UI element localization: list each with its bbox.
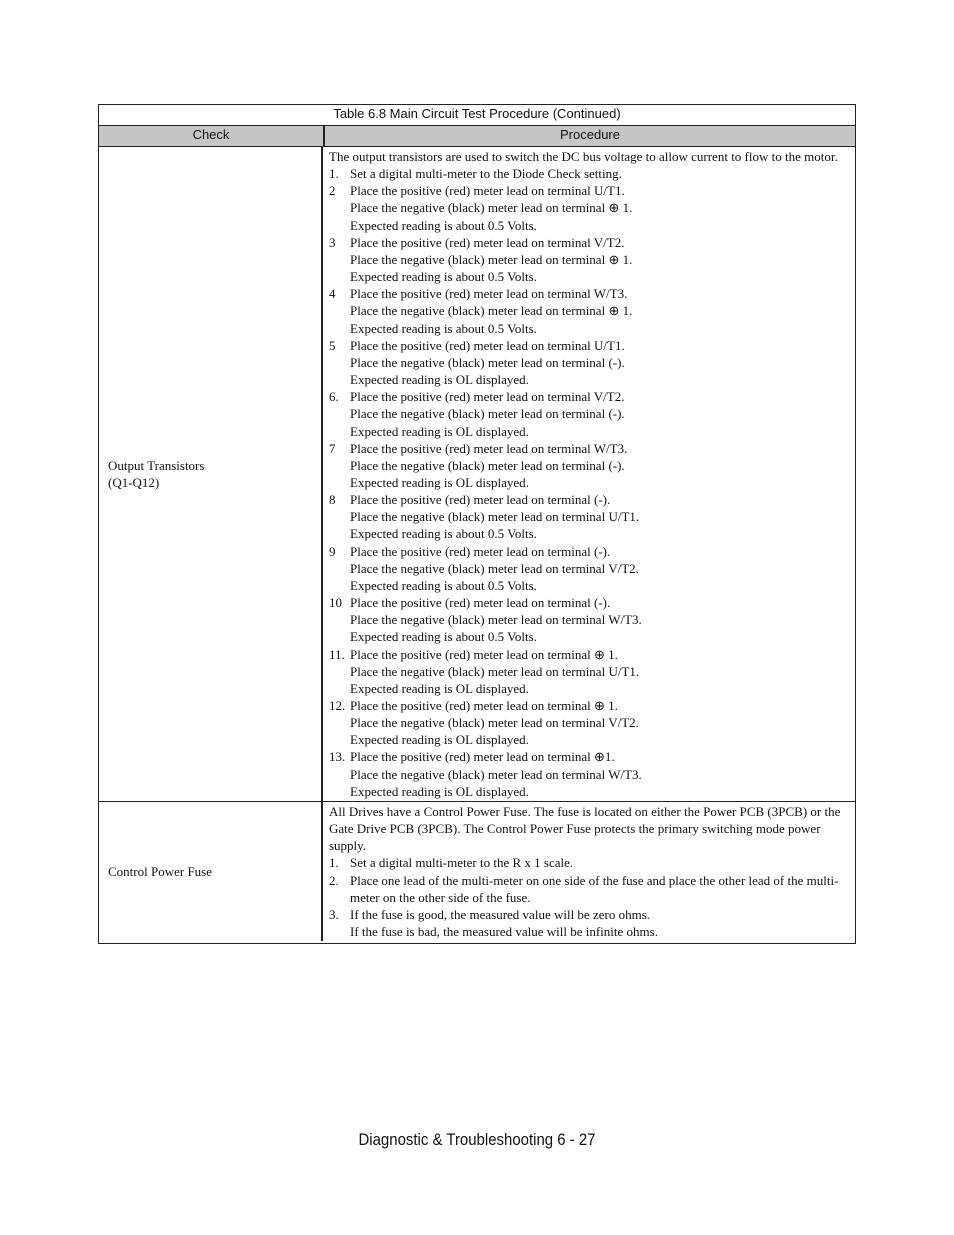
step-line: Expected reading is OL displayed. — [350, 474, 529, 490]
step-line: Place the positive (red) meter lead on terminal ⊕ 1. — [350, 698, 618, 713]
step-line: Place the negative (black) meter lead on terminal ⊕ 1. — [350, 303, 633, 319]
step-number: 6. — [329, 389, 339, 405]
step-number: 13. — [329, 749, 346, 765]
step-line: Expected reading is OL displayed. — [350, 732, 529, 748]
check-label: Control Power Fuse — [108, 864, 212, 880]
table-caption: Table 6.8 Main Circuit Test Procedure (Continued) — [99, 105, 855, 126]
check-sublabel: (Q1-Q12) — [108, 474, 160, 490]
step-line: Place the positive (red) meter lead on terminal (-). — [350, 543, 611, 559]
step-number: 2 — [329, 183, 336, 199]
procedure-step — [329, 543, 847, 594]
step-number: 12. — [329, 698, 346, 713]
procedure-cell — [323, 147, 855, 801]
step-line: Place the negative (black) meter lead on terminal W/T3. — [350, 612, 642, 628]
check-cell — [99, 802, 323, 941]
step-line: Set a digital multi-meter to the Diode Check setting. — [350, 166, 622, 182]
step-line: Expected reading is about 0.5 Volts. — [350, 629, 537, 645]
step-number: 10 — [329, 595, 342, 611]
step-number: 7 — [329, 440, 336, 456]
step-line: Expected reading is OL displayed. — [350, 372, 529, 388]
step-number: 3. — [329, 906, 339, 922]
procedure-cell — [323, 802, 855, 941]
page-footer: Diagnostic & Troubleshooting 6 - 27 — [358, 1130, 596, 1149]
step-number: 11. — [329, 646, 345, 662]
step-line: Expected reading is about 0.5 Volts. — [350, 217, 537, 233]
step-line: If the fuse is bad, the measured value will be infinite ohms. — [350, 924, 658, 940]
procedure-step — [329, 854, 847, 871]
step-line: Place the positive (red) meter lead on terminal ⊕ 1. — [350, 646, 618, 662]
procedure-intro: All Drives have a Control Power Fuse. The fuse is located on either the Power PCB (3PCB) or the Gate Drive PCB (3PCB). The Control Power Fuse protects the primary switching mode power supply. — [329, 803, 841, 854]
step-number: 1. — [329, 855, 339, 871]
step-line: Place the positive (red) meter lead on terminal (-). — [350, 492, 611, 508]
step-line: Place the positive (red) meter lead on terminal V/T2. — [350, 389, 625, 405]
step-line: Place the negative (black) meter lead on terminal (-). — [350, 406, 625, 422]
procedure-table — [98, 104, 856, 944]
table-row-output-transistors — [99, 147, 855, 802]
procedure-step — [329, 748, 847, 799]
step-number: 1. — [329, 166, 339, 182]
procedure-step — [329, 906, 847, 940]
step-line: Place the positive (red) meter lead on terminal (-). — [350, 595, 611, 611]
step-line: Place the negative (black) meter lead on terminal U/T1. — [350, 663, 640, 679]
step-line: Place one lead of the multi-meter on one side of the fuse and place the other lead of the multi-meter on the other side of the fuse. — [350, 872, 839, 905]
step-number: 9 — [329, 543, 336, 559]
procedure-step — [329, 872, 847, 906]
step-line: Expected reading is about 0.5 Volts. — [350, 320, 537, 336]
procedure-step — [329, 594, 847, 645]
step-line: Set a digital multi-meter to the R x 1 scale. — [350, 855, 574, 871]
procedure-step — [329, 234, 847, 285]
procedure-step — [329, 440, 847, 491]
step-line: Place the negative (black) meter lead on terminal W/T3. — [350, 766, 642, 782]
procedure-step — [329, 697, 847, 748]
step-number: 4 — [329, 286, 336, 302]
step-line: Place the negative (black) meter lead on terminal ⊕ 1. — [350, 251, 633, 267]
step-number: 2. — [329, 872, 339, 888]
header-procedure: Procedure — [560, 127, 620, 142]
step-line: Place the positive (red) meter lead on terminal U/T1. — [350, 337, 625, 353]
step-line: Expected reading is OL displayed. — [350, 783, 529, 799]
step-line: Expected reading is about 0.5 Volts. — [350, 526, 537, 542]
step-line: Expected reading is OL displayed. — [350, 680, 529, 696]
step-line: Expected reading is about 0.5 Volts. — [350, 269, 537, 285]
step-line: Place the negative (black) meter lead on terminal ⊕ 1. — [350, 200, 633, 216]
step-line: Expected reading is OL displayed. — [350, 423, 529, 439]
header-check: Check — [99, 126, 325, 146]
step-line: Place the negative (black) meter lead on terminal U/T1. — [350, 509, 640, 525]
step-line: Place the positive (red) meter lead on terminal U/T1. — [350, 183, 625, 199]
step-line: Place the positive (red) meter lead on terminal W/T3. — [350, 286, 628, 302]
step-number: 3 — [329, 234, 336, 250]
table-row-control-power-fuse — [99, 802, 855, 943]
step-line: If the fuse is good, the measured value will be zero ohms. — [350, 906, 650, 922]
step-line: Place the negative (black) meter lead on terminal (-). — [350, 457, 625, 473]
step-number: 5 — [329, 337, 336, 353]
table-header — [99, 126, 855, 147]
procedure-intro: The output transistors are used to switch the DC bus voltage to allow current to flow to the motor. — [329, 149, 838, 164]
procedure-step — [329, 388, 847, 439]
procedure-step — [329, 285, 847, 336]
step-line: Place the positive (red) meter lead on terminal ⊕1. — [350, 749, 615, 765]
procedure-step — [329, 646, 847, 697]
step-number: 8 — [329, 492, 336, 508]
step-line: Place the negative (black) meter lead on terminal V/T2. — [350, 560, 639, 576]
check-cell — [99, 147, 323, 801]
step-line: Place the negative (black) meter lead on terminal (-). — [350, 354, 625, 370]
procedure-step — [329, 491, 847, 542]
check-label: Output Transistors — [108, 457, 205, 473]
procedure-step — [329, 165, 847, 182]
step-line: Place the positive (red) meter lead on terminal W/T3. — [350, 440, 628, 456]
procedure-step — [329, 337, 847, 388]
step-line: Place the positive (red) meter lead on terminal V/T2. — [350, 234, 625, 250]
step-line: Place the negative (black) meter lead on terminal V/T2. — [350, 715, 639, 731]
step-line: Expected reading is about 0.5 Volts. — [350, 577, 537, 593]
procedure-step — [329, 182, 847, 233]
